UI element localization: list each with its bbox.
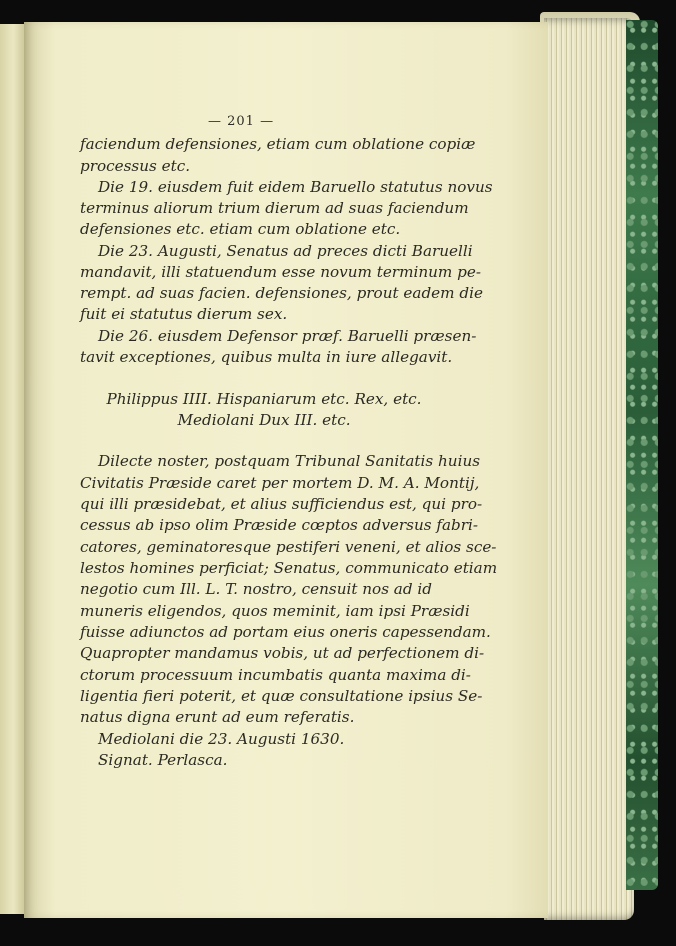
text-line: Dilecte noster, postquam Tribunal Sanitatis huius [98,452,481,470]
text-line: Quapropter mandamus vobis, ut ad perfectionem di- [80,644,485,662]
text-line: Signat. Perlasca. [98,751,228,769]
left-page-edge [0,24,25,914]
text-line: faciendum defensiones, etiam cum oblatione copiæ [80,135,476,153]
text-line: ctorum processuum incumbatis quanta maxima di- [80,666,471,684]
text-line: terminus aliorum trium dierum ad suas faciendum [80,199,469,217]
text-line: rempt. ad suas facien. defensiones, prout eadem die [80,284,483,302]
text-line: catores, geminatoresque pestiferi veneni, et alios sce- [80,538,497,556]
text-line: qui illi præsidebat, et alius sufficiendus est, qui pro- [80,495,483,513]
marbled-cover [626,20,658,890]
text-line: processus etc. [80,157,191,175]
text-line: Civitatis Præside caret per mortem D. M. A. Montij, [80,474,480,492]
text-line: Mediolani die 23. Augusti 1630. [98,730,345,748]
text-line: Die 19. eiusdem fuit eidem Baruello statutus novus [98,178,493,196]
text-line: fuit ei statutus dierum sex. [80,305,288,323]
text-line: defensiones etc. etiam cum oblatione etc. [80,220,401,238]
heading-line: Mediolani Dux III. etc. [177,411,351,429]
text-line: mandavit, illi statuendum esse novum terminum pe- [80,263,481,281]
text-line: tavit exceptiones, quibus multa in iure allegavit. [80,348,453,366]
text-line: negotio cum Ill. L. T. nostro, censuit nos ad id [80,580,432,598]
text-line: natus digna erunt ad eum referatis. [80,708,355,726]
text-line: fuisse adiunctos ad portam eius oneris capessendam. [80,623,491,641]
text-line: muneris eligendos, quos meminit, iam ipsi Præsidi [80,602,470,620]
fore-edge-pages [544,18,634,920]
heading-line: Philippus IIII. Hispaniarum etc. Rex, etc. [106,390,422,408]
text-line: ligentia fieri poterit, et quæ consultatione ipsius Se- [80,687,483,705]
text-line: cessus ab ipso olim Præside cœptos adversus fabri- [80,516,479,534]
text-line: Die 26. eiusdem Defensor præf. Baruelli præsen- [98,327,477,345]
text-line: lestos homines perficiat; Senatus, communicato etiam [80,559,498,577]
text-line: Die 23. Augusti, Senatus ad preces dicti Baruelli [98,242,473,260]
page-number: — 201 — [208,114,275,129]
